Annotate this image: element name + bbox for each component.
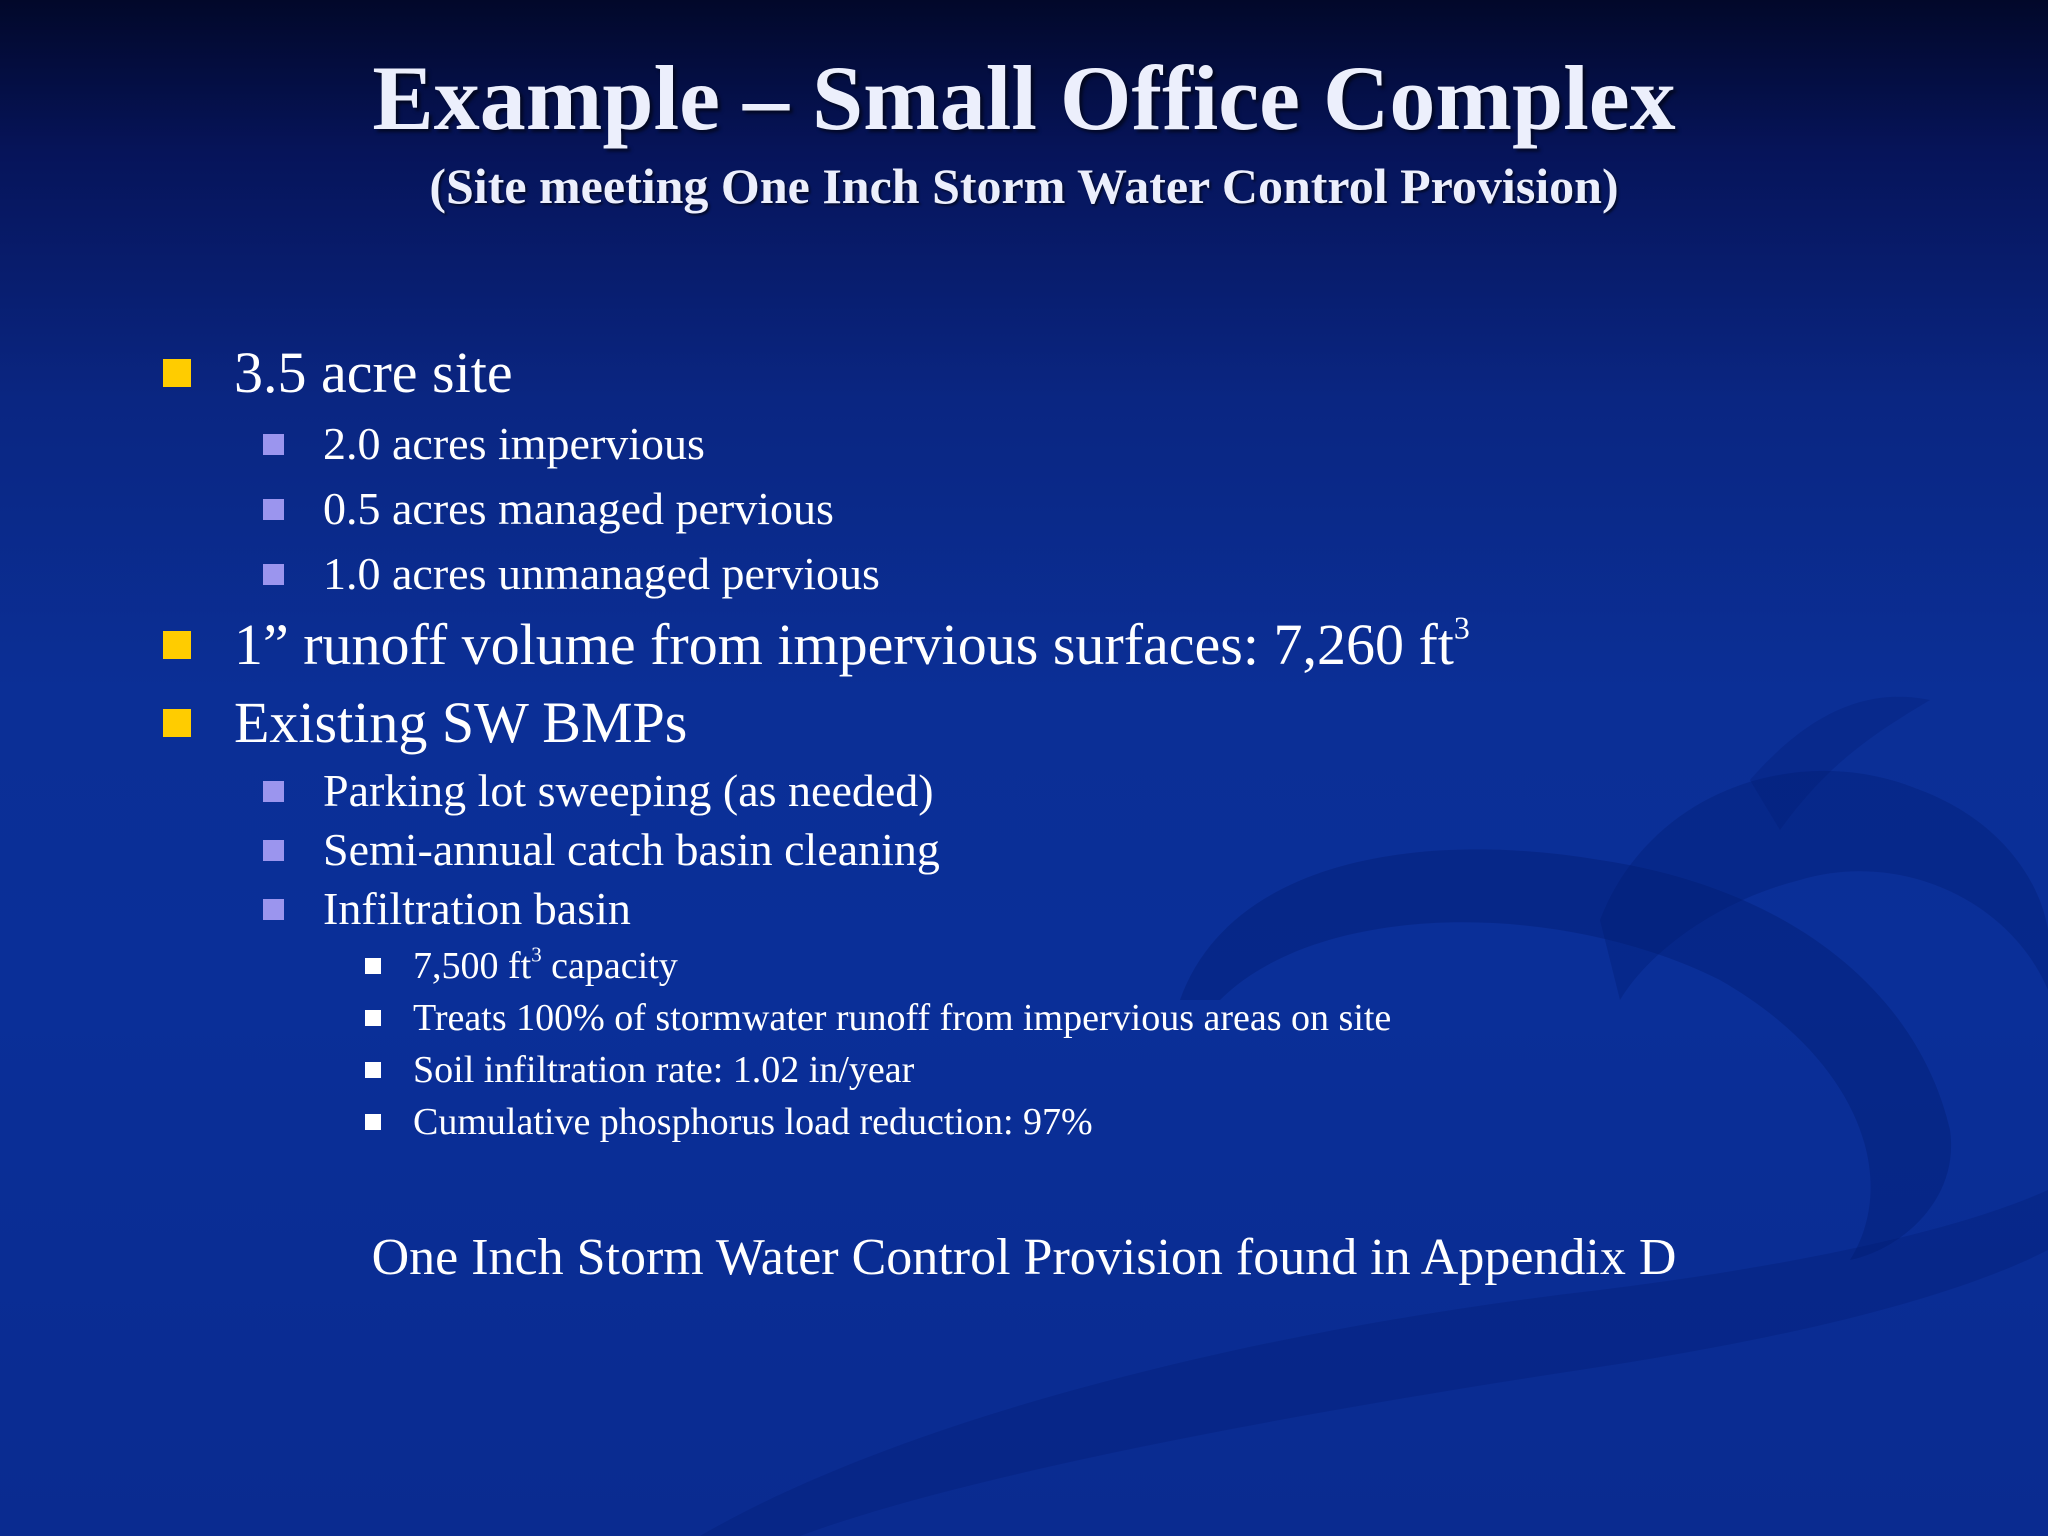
sub-bullet-managed-pervious: 0.5 acres managed pervious <box>323 483 834 534</box>
sub-sub-bullet-square-icon <box>365 1062 381 1078</box>
capacity-value: 7,500 ft <box>413 945 532 987</box>
sub-sub-bullet-square-icon <box>365 958 381 974</box>
runoff-volume-exponent: 3 <box>1453 610 1470 646</box>
capacity-exponent: 3 <box>531 942 542 967</box>
slide-footer-note: One Inch Storm Water Control Provision found in Appendix D <box>371 1229 1677 1286</box>
sub-bullet-square-icon <box>263 434 284 455</box>
runoff-volume-text: 1” runoff volume from impervious surfaces: 7,260 ft <box>234 612 1454 677</box>
bullet-site-size: 3.5 acre site <box>234 340 513 405</box>
sub-bullet-unmanaged-pervious: 1.0 acres unmanaged pervious <box>323 548 880 599</box>
detail-capacity <box>413 943 678 989</box>
slide-title: Example – Small Office Complex <box>372 47 1676 149</box>
detail-treats: Treats 100% of stormwater runoff from impervious areas on site <box>413 997 1392 1039</box>
bullet-square-icon <box>163 631 191 659</box>
sub-bullet-square-icon <box>263 499 284 520</box>
bullet-square-icon <box>163 709 191 737</box>
bullet-runoff-volume <box>234 610 1470 680</box>
sub-bullet-infiltration-basin: Infiltration basin <box>323 883 631 934</box>
sub-bullet-impervious: 2.0 acres impervious <box>323 418 705 469</box>
capacity-label: capacity <box>541 945 678 987</box>
sub-bullet-square-icon <box>263 840 284 861</box>
slide-subtitle: (Site meeting One Inch Storm Water Control Provision) <box>429 158 1619 214</box>
sub-bullet-square-icon <box>263 564 284 585</box>
detail-soil-rate: Soil infiltration rate: 1.02 in/year <box>413 1049 915 1091</box>
bullet-existing-bmps: Existing SW BMPs <box>234 690 688 755</box>
sub-bullet-square-icon <box>263 899 284 920</box>
sub-bullet-square-icon <box>263 781 284 802</box>
sub-bullet-catch-basin: Semi-annual catch basin cleaning <box>323 824 940 875</box>
detail-phosphorus: Cumulative phosphorus load reduction: 97% <box>413 1101 1093 1143</box>
sub-sub-bullet-square-icon <box>365 1114 381 1130</box>
sub-bullet-parking-sweeping: Parking lot sweeping (as needed) <box>323 765 934 816</box>
bullet-square-icon <box>163 359 191 387</box>
sub-sub-bullet-square-icon <box>365 1010 381 1026</box>
